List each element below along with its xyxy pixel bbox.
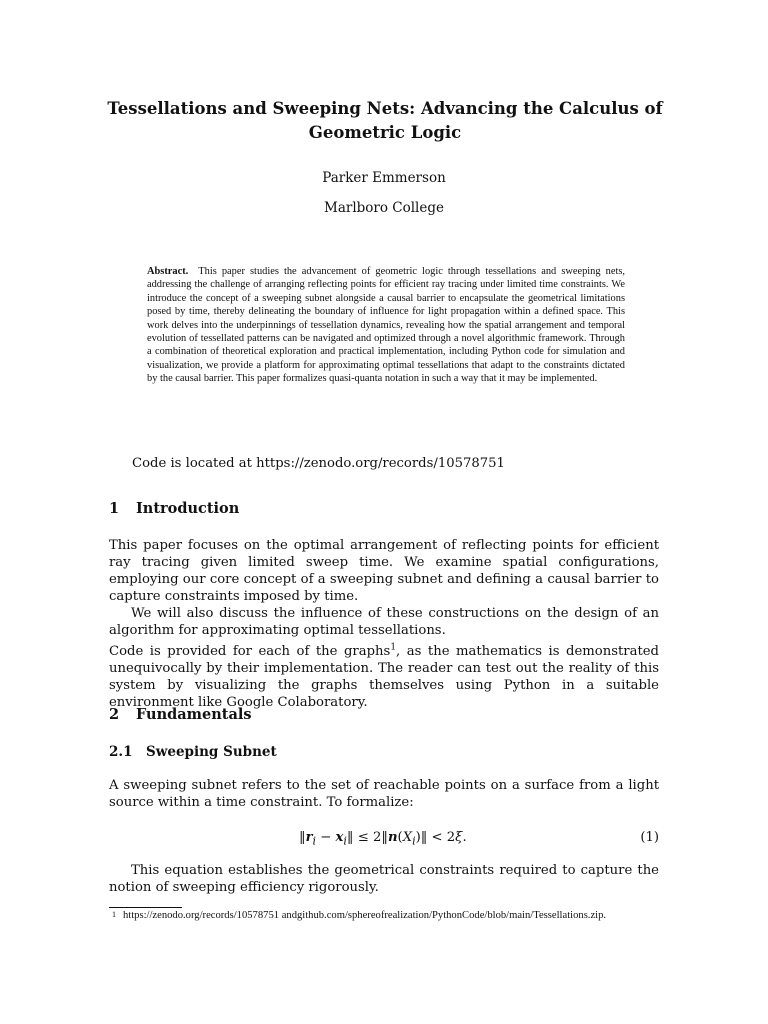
paper-title: [80, 97, 690, 145]
intro-paragraph-2: We will also discuss the influence of these constructions on the design of an algorithm for approximating optimal tessellations.: [109, 606, 659, 638]
code-location-line: Code is located at https://zenodo.org/records/10578751: [132, 456, 505, 471]
subsection-paragraph-2: This equation establishes the geometrical constraints required to capture the notion of sweeping efficiency rigorously.: [109, 863, 659, 895]
subsection-title: Sweeping Subnet: [146, 744, 277, 760]
author-affiliation: Marlboro College: [324, 200, 444, 216]
abstract-label: Abstract.: [147, 266, 189, 277]
equation-number: (1): [640, 830, 659, 845]
section-number: 1: [109, 500, 120, 517]
title-line-1: Tessellations and Sweeping Nets: Advancing the Calculus of: [107, 99, 663, 118]
introduction-body: [109, 537, 659, 711]
intro-paragraph-1: This paper focuses on the optimal arrangement of reflecting points for efficient ray tracing given limited sweep time. We examine spatial configurations, employing our core concept of a sweeping subnet and defining a causal barrier to capture constraints imposed by time.: [109, 538, 659, 604]
section-heading-fundamentals: [109, 706, 252, 723]
subsection-heading-sweeping-subnet: [109, 744, 277, 760]
equation-1: [109, 830, 659, 848]
intro-paragraph-3-rest: , as the mathematics is demonstrated unequivocally by their implementation. The reader can test out the reality of this system by visualizing the graphs themselves using Python in a suitable environment like Google Colaboratory.: [109, 644, 659, 710]
footnote-divider: [109, 907, 182, 908]
footnote-mark: 1: [112, 910, 116, 919]
equation-body: $‖r_i$ − $x_i‖$ ≤ $2‖n(X_i)‖ < 2\xi$.: [299, 830, 467, 848]
footnote-text: https://zenodo.org/records/10578751 andgithub.com/sphereofrealization/PythonCode/blob/main/Tessellations.zip.: [123, 910, 607, 921]
intro-paragraph-3: [109, 643, 659, 711]
abstract: [147, 265, 625, 386]
abstract-text: This paper studies the advancement of geometric logic through tessellations and sweeping nets, addressing the challenge of arranging reflecting points for efficient ray tracing under limited time constraints. We introduce the concept of a sweeping subnet alongside a causal barrier to encapsulate the geometrical limitations posed by time, thereby delineating the boundary of influence for light propagation within a defined space. This work delves into the underpinnings of tessellation dynamics, revealing how the spatial arrangement and temporal evolution of tessellated patterns can be navigated and optimized through a novel algorithmic framework. Through a combination of theoretical exploration and practical implementation, including Python code for simulation and visualization, we provide a platform for approximating optimal tessellations that adapt to the constraints dictated by the causal barrier. This paper formalizes quasi-quanta notation in such a way that it may be implemented.: [147, 266, 625, 385]
section-title: Introduction: [136, 500, 240, 517]
section-heading-introduction: [109, 500, 239, 517]
footnote: [112, 910, 606, 921]
subsection-paragraph-1: A sweeping subnet refers to the set of reachable points on a surface from a light source within a time constraint. To formalize:: [109, 778, 659, 810]
section-number: 2: [109, 706, 120, 723]
author-name: Parker Emmerson: [322, 170, 446, 186]
footnote-reference: 1: [390, 642, 397, 653]
section-title: Fundamentals: [136, 706, 252, 723]
subsection-number: 2.1: [109, 744, 133, 760]
title-line-2: Geometric Logic: [308, 123, 462, 142]
intro-paragraph-3-start: Code is provided for each of the graphs: [109, 644, 391, 659]
